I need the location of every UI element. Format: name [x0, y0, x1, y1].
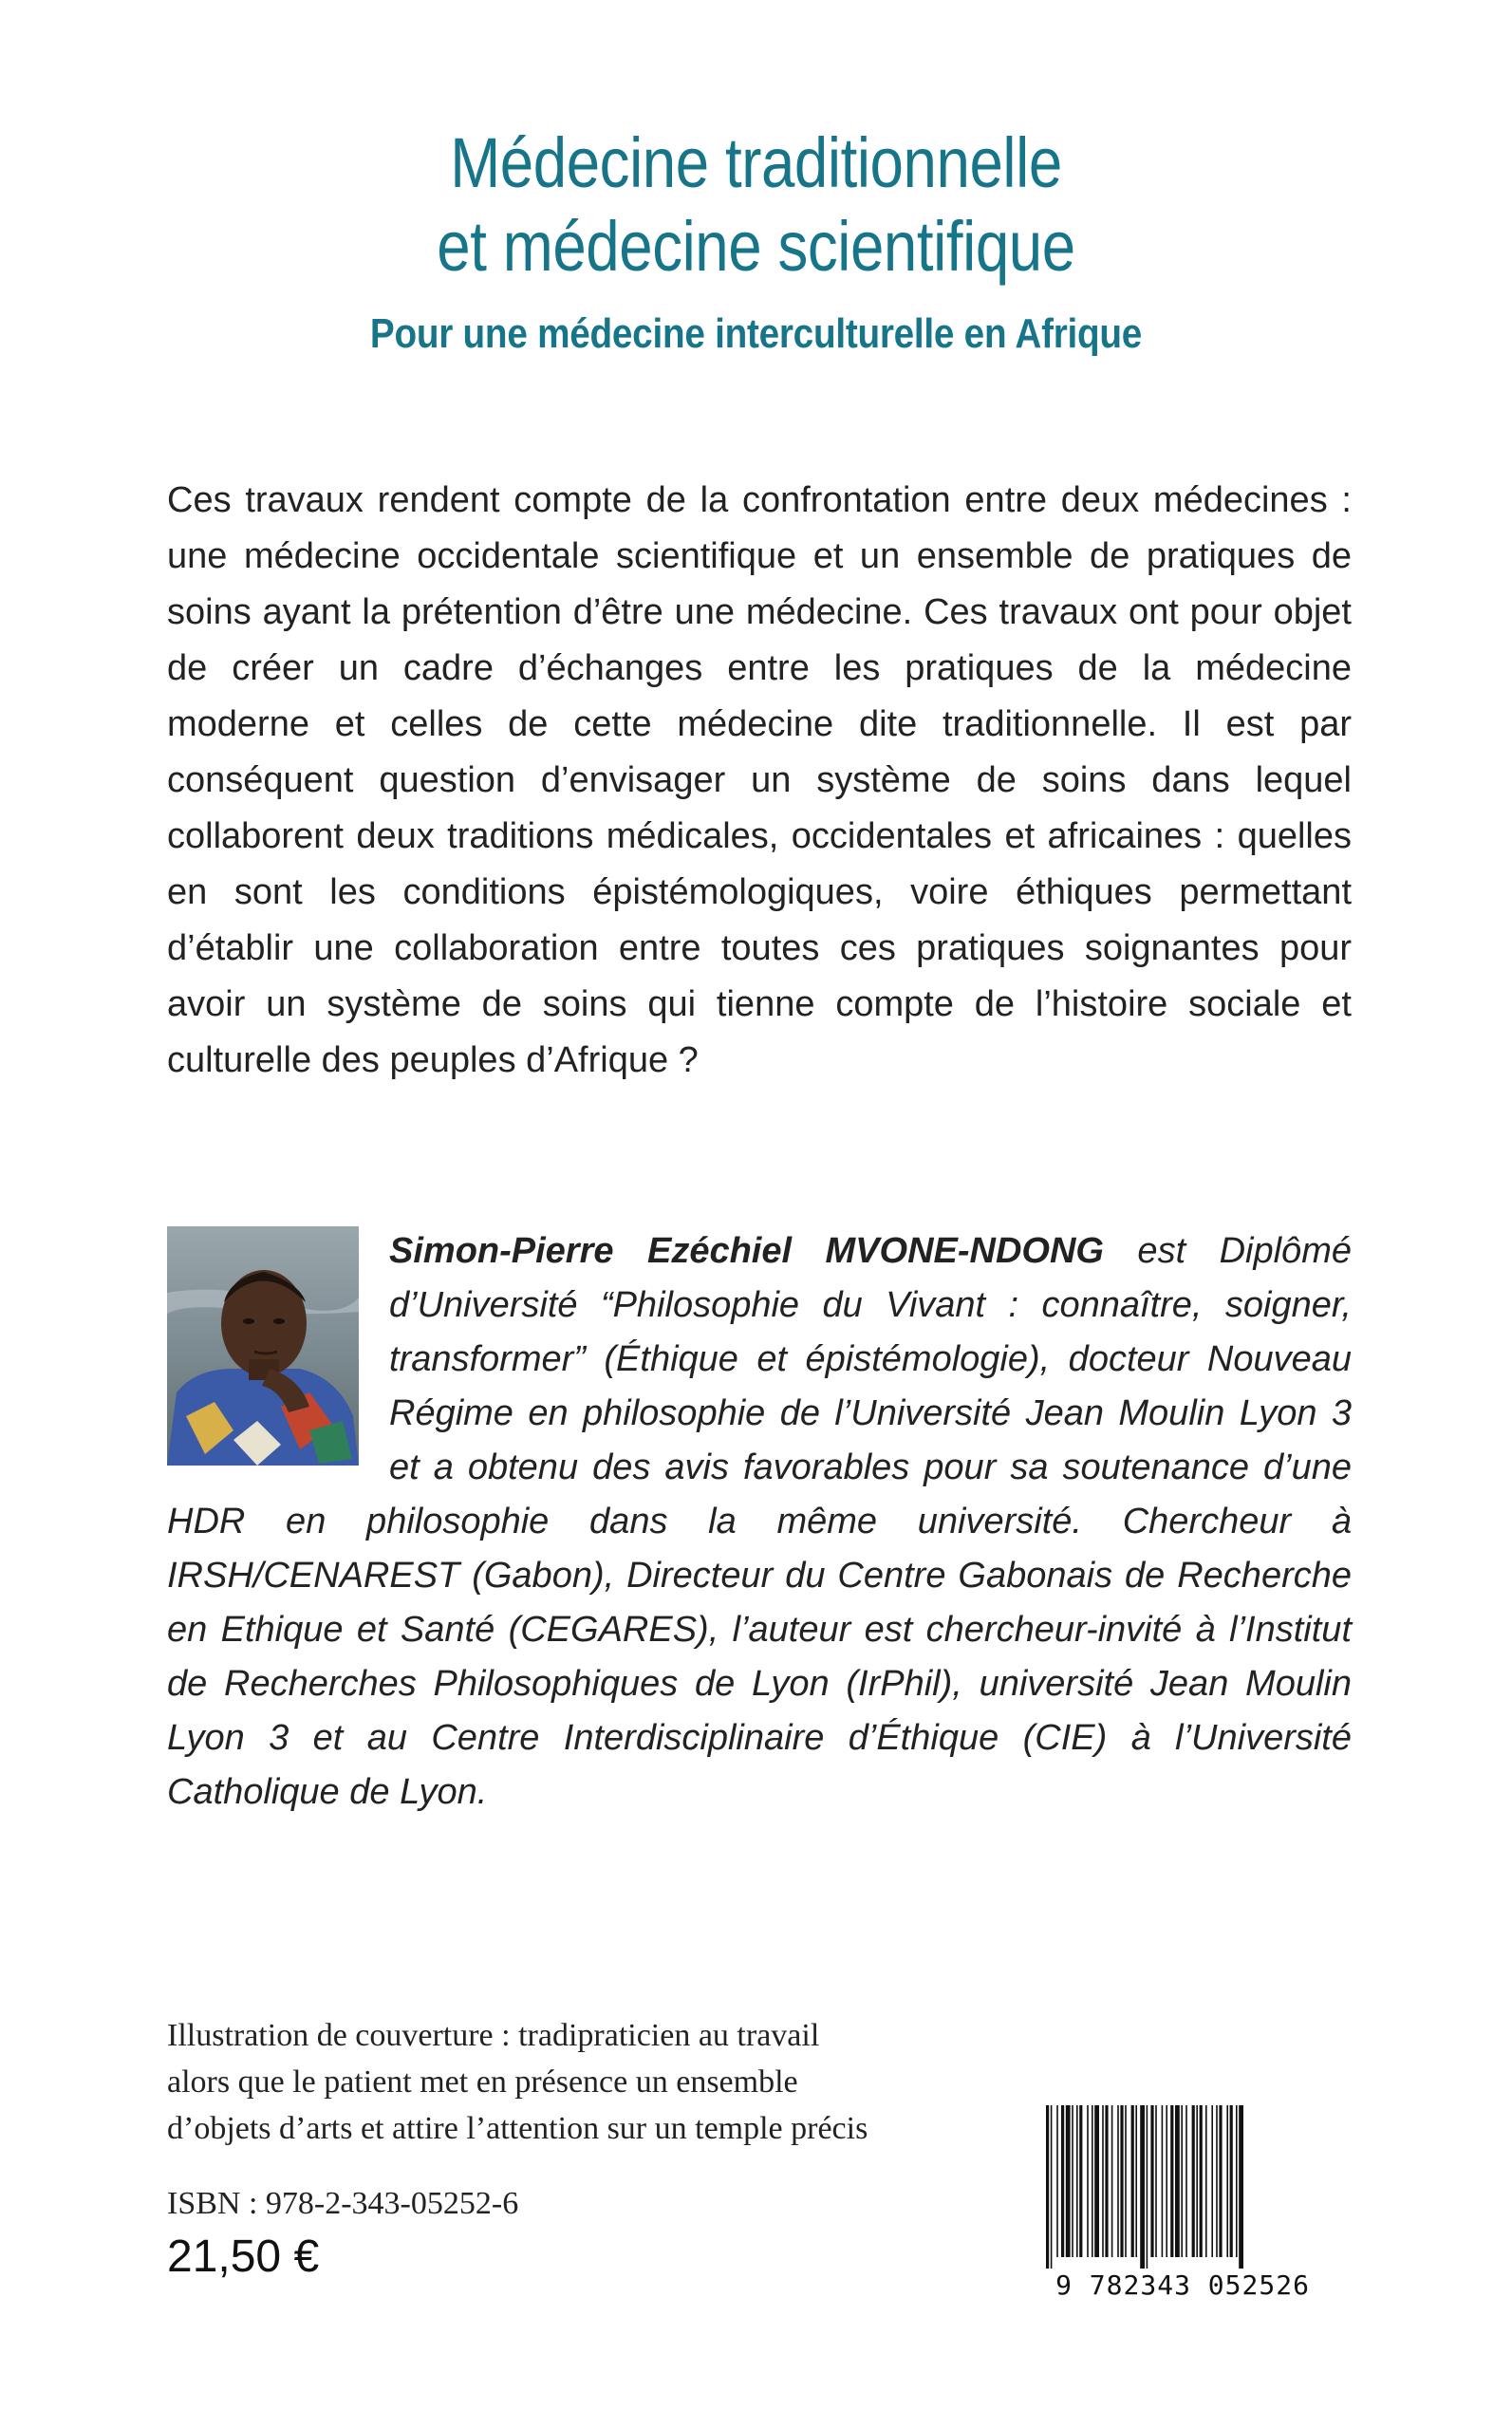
- credit-line-2: alors que le patient met en présence un ensemble: [167, 2064, 798, 2100]
- isbn: ISBN : 978-2-343-05252-6: [167, 2186, 519, 2221]
- book-subtitle: Pour une médecine interculturelle en Afrique: [369, 310, 1143, 357]
- barcode-digits: 9 782343 052526: [1055, 2269, 1310, 2301]
- title-block: [0, 121, 1512, 363]
- book-title-line-1: Médecine traditionnelle: [450, 123, 1062, 202]
- author-bio-section: [167, 1224, 1352, 1820]
- book-title-line-2: et médecine scientifique: [437, 207, 1075, 286]
- author-name: Simon-Pierre Ezéchiel MVONE-NDONG: [389, 1231, 1104, 1271]
- credit-line-1: Illustration de couverture : tradipraticien au travail: [167, 2018, 820, 2053]
- author-photo: [167, 1226, 359, 1466]
- barcode-bars: [1040, 2105, 1325, 2269]
- barcode: [1040, 2105, 1325, 2308]
- price: 21,50 €: [167, 2232, 320, 2282]
- book-blurb: Ces travaux rendent compte de la confrontation entre deux médecines : une médecine occidentale scientifique et un ensemble de pratiques de soins ayant la prétention d’être une médecine. Ces travaux ont pour objet de créer un cadre d’échanges entre les pratiques de la médecine moderne et celles de cette médecine dite traditionnelle. Il est par conséquent question d’envisager un système de soins dans lequel collaborent deux traditions médicales, occidentales et africaines : quelles en sont les conditions épistémologiques, voire éthiques permettant d’établir une collaboration entre toutes ces pratiques soignantes pour avoir un système de soins qui tienne compte de l’histoire sociale et culturelle des peuples d’Afrique ?: [167, 480, 1352, 1080]
- cover-illustration-credit: [167, 2012, 945, 2152]
- author-bio: est Diplômé d’Université “Philosophie du Vivant : connaître, soigner, transformer” (Éthique et épistémologie), docteur Nouveau Régime en philosophie de l’Université Jean Moulin Lyon 3 et a obtenu des avis favorables pour sa soutenance d’une HDR en philosophie dans la même université. Chercheur à IRSH/CENAREST (Gabon), Directeur du Centre Gabonais de Recherche en Ethique et Santé (CEGARES), l’auteur est chercheur-invité à l’Institut de Recherches Philosophiques de Lyon (IrPhil), université Jean Moulin Lyon 3 et au Centre Interdisciplinaire d’Éthique (CIE) à l’Université Catholique de Lyon.: [167, 1231, 1352, 1812]
- credit-line-3: d’objets d’arts et attire l’attention sur un temple précis: [167, 2111, 868, 2146]
